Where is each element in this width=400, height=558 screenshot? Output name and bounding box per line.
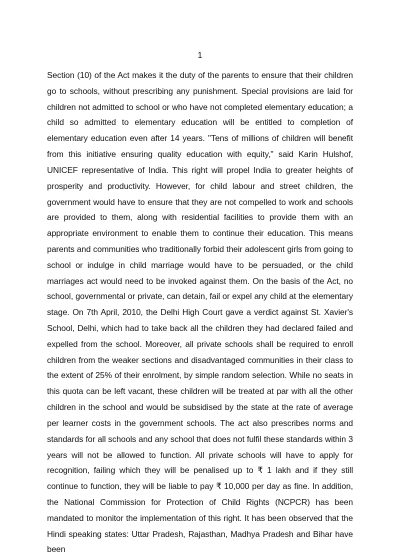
page-number: 1 bbox=[197, 50, 203, 60]
body-paragraph: Section (10) of the Act makes it the duty of the parents to ensure that their children go to schools, without prescribing any punishment. Special provisions are laid for children not admitted to school or who have not completed elementary education; a child so admitted to elementary education will be entitled to completion of elementary education even after 14 years. "Tens of millions of children will benefit from this initiative ensuring quality education with equity," said Karin Hulshof, UNICEF representative of India. This right will propel India to greater heights of prosperity and productivity. However, for child labour and street children, the government would have to ensure that they are not compelled to work and schools are provided to them, along with residential facilities to provide them with an appropriate environment to enable them to continue their education. This means parents and communities who traditionally forbid their adolescent girls from going to school or indulge in child marriage would have to be persuaded, or the child marriages act would need to be invoked against them. On the basis of the Act, no school, governmental or private, can detain, fail or expel any child at the elementary stage. On 7th April, 2010, the Delhi High Court gave a verdict against St. Xavier's School, Delhi, which had to take back all the children they had declared failed and expelled from the school. Moreover, all private schools shall be required to enroll children from the weaker sections and disadvantaged communities in their class to the extent of 25% of their enrolment, by simple random selection. While no seats in this quota can be left vacant, these children will be treated at par with all the other children in the school and would be subsidised by the state at the rate of average per learner costs in the government schools. The act also prescribes norms and standards for all schools and any school that does not fulfil these standards within 3 years will not be allowed to function. All private schools will have to apply for recognition, failing which they will be penalised up to ₹ 1 lakh and if they still continue to function, they will be liable to pay ₹ 10,000 per day as fine. In addition, the National Commission for Protection of Child Rights (NCPCR) has been mandated to monitor the implementation of this right. It has been observed that the Hindi speaking states: Uttar Pradesh, Rajasthan, Madhya Pradesh and Bihar have been bbox=[47, 70, 353, 555]
